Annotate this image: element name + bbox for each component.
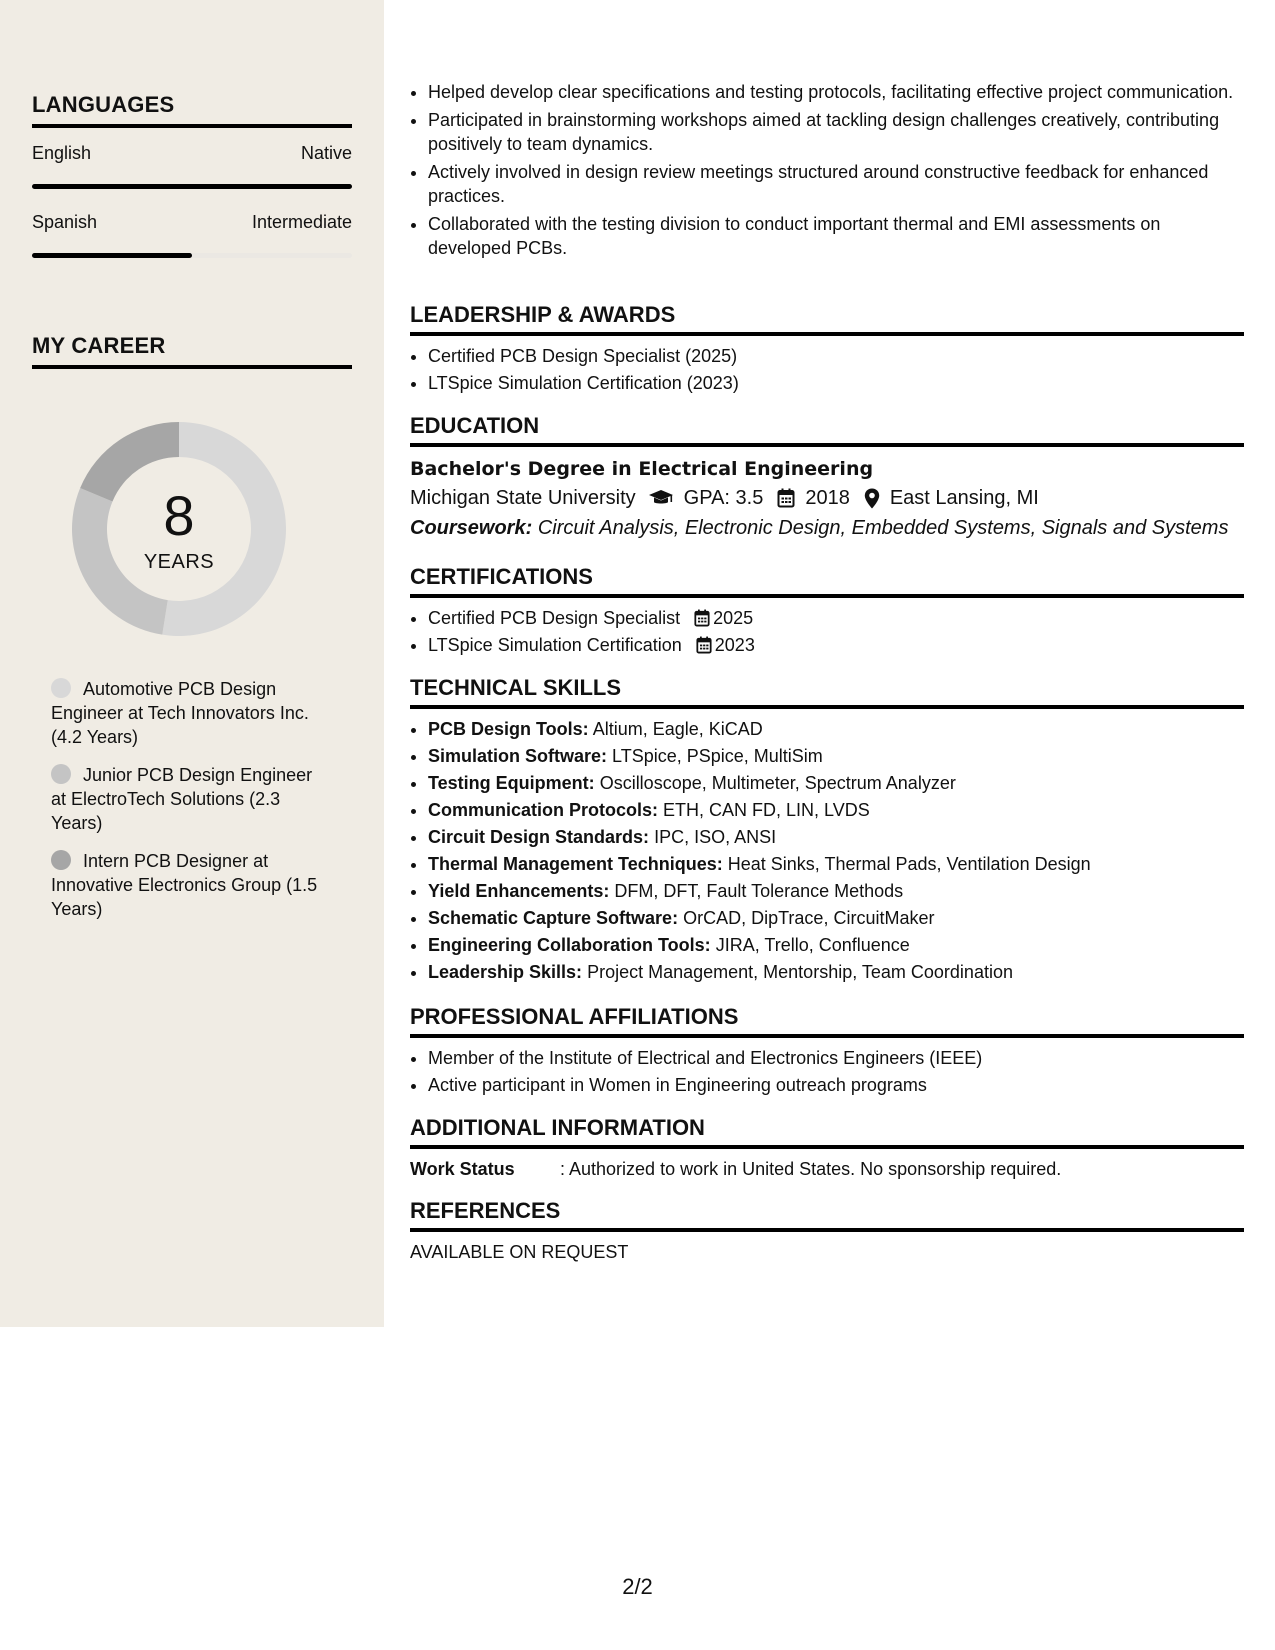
technical-skills-section (410, 675, 1244, 987)
skill-label: PCB Design Tools: (428, 719, 589, 739)
additional-info-section (410, 1115, 1244, 1181)
skill-value: Project Management, Mentorship, Team Coordination (587, 962, 1013, 982)
affiliations-section (410, 1004, 1244, 1097)
language-level: Native (300, 143, 352, 163)
section-heading: PROFESSIONAL AFFILIATIONS (410, 1004, 1244, 1038)
list-item (428, 633, 1244, 657)
skill-item (428, 960, 1244, 984)
cert-year: 2025 (713, 608, 754, 628)
section-heading: LEADERSHIP & AWARDS (410, 302, 1244, 336)
sidebar (0, 0, 384, 1327)
career-legend (51, 677, 331, 935)
graduation-year: 2018 (805, 487, 850, 509)
list-item (428, 606, 1244, 630)
career-years-label: YEARS (143, 551, 215, 573)
list-item: • Collaborated with the testing division to conduct important thermal and EMI assessments on developed PCBs. (428, 212, 1244, 260)
section-heading: CERTIFICATIONS (410, 564, 1244, 598)
language-name: Spanish (32, 212, 98, 232)
skill-label: Testing Equipment: (428, 773, 595, 793)
language-row-english (32, 143, 352, 164)
list-item: • Participated in brainstorming workshops aimed at tackling design challenges creatively, contributing positively to team dynamics. (428, 108, 1244, 156)
calendar-icon (777, 488, 795, 508)
calendar-icon (696, 636, 712, 654)
career-legend-item (51, 763, 331, 835)
skill-value: IPC, ISO, ANSI (654, 827, 777, 847)
section-heading: TECHNICAL SKILLS (410, 675, 1244, 709)
career-total-years: 8 (163, 484, 195, 547)
list-item: • LTSpice Simulation Certification (2023) (428, 371, 1244, 395)
skill-value: JIRA, Trello, Confluence (715, 935, 910, 955)
coursework-list: Circuit Analysis, Electronic Design, Embedded Systems, Signals and Systems (537, 517, 1229, 539)
skill-value: LTSpice, PSpice, MultiSim (612, 746, 823, 766)
skill-label: Communication Protocols: (428, 800, 659, 820)
school-name: Michigan State University (410, 487, 636, 509)
coursework (410, 513, 1244, 543)
career-legend-item (51, 677, 331, 749)
work-status-label: Work Status (410, 1159, 515, 1179)
skill-value: Heat Sinks, Thermal Pads, Ventilation Design (727, 854, 1091, 874)
career-legend-item (51, 849, 331, 921)
skill-label: Schematic Capture Software: (428, 908, 679, 928)
cert-name: LTSpice Simulation Certification (428, 635, 682, 655)
list-item: • Member of the Institute of Electrical and Electronics Engineers (IEEE) (428, 1046, 1244, 1070)
career-heading: MY CAREER (32, 333, 352, 369)
career-item-label: Intern PCB Designer at Innovative Electronics Group (1.5 Years) (51, 851, 318, 919)
certifications-section (410, 564, 1244, 657)
skill-value: DFM, DFT, Fault Tolerance Methods (614, 881, 904, 901)
cert-date (680, 608, 753, 628)
skill-item (428, 798, 1244, 822)
language-bar-fill (32, 184, 352, 189)
experience-bullets (410, 80, 1244, 260)
legend-dot (51, 678, 71, 698)
gpa: GPA: 3.5 (683, 487, 764, 509)
career-item-label: Automotive PCB Design Engineer at Tech Innovators Inc. (4.2 Years) (51, 679, 309, 747)
skill-item (428, 879, 1244, 903)
skill-label: Simulation Software: (428, 746, 608, 766)
skill-value: ETH, CAN FD, LIN, LVDS (663, 800, 870, 820)
school-location: East Lansing, MI (889, 487, 1039, 509)
list-item: • Actively involved in design review meetings structured around constructive feedback for enhanced practices. (428, 160, 1244, 208)
language-name: English (32, 143, 92, 163)
leadership-section (410, 302, 1244, 395)
skill-item (428, 744, 1244, 768)
skill-label: Engineering Collaboration Tools: (428, 935, 711, 955)
map-pin-icon (864, 488, 880, 509)
language-level: Intermediate (251, 212, 352, 232)
section-heading: REFERENCES (410, 1198, 1244, 1232)
skill-item (428, 933, 1244, 957)
legend-dot (51, 764, 71, 784)
career-item-label: Junior PCB Design Engineer at ElectroTech Solutions (2.3 Years) (51, 765, 313, 833)
skill-label: Thermal Management Techniques: (428, 854, 723, 874)
skill-item (428, 852, 1244, 876)
legend-dot (51, 850, 71, 870)
cert-year: 2023 (714, 635, 755, 655)
languages-heading: LANGUAGES (32, 92, 352, 128)
skill-item (428, 771, 1244, 795)
skill-label: Yield Enhancements: (428, 881, 610, 901)
work-status-row (410, 1157, 1244, 1181)
skill-item (428, 906, 1244, 930)
skill-item (428, 717, 1244, 741)
cert-date (682, 635, 755, 655)
skill-value: Altium, Eagle, KiCAD (592, 719, 763, 739)
coursework-label: Coursework: (410, 517, 533, 539)
language-row-spanish (32, 212, 352, 233)
education-section (410, 413, 1244, 543)
language-bar-fill (32, 253, 192, 258)
references-section (410, 1198, 1244, 1264)
page-number: 2/2 (622, 1574, 653, 1599)
calendar-icon (694, 609, 710, 627)
skill-item (428, 825, 1244, 849)
skill-label: Circuit Design Standards: (428, 827, 650, 847)
skill-value: Oscilloscope, Multimeter, Spectrum Analyzer (599, 773, 956, 793)
section-heading: ADDITIONAL INFORMATION (410, 1115, 1244, 1149)
list-item: • Helped develop clear specifications and testing protocols, facilitating effective project communication. (428, 80, 1244, 104)
language-bar-spanish (32, 253, 352, 258)
section-heading: EDUCATION (410, 413, 1244, 447)
skill-label: Leadership Skills: (428, 962, 583, 982)
education-meta (410, 483, 1244, 513)
skills-list (410, 717, 1244, 984)
language-bar-english (32, 184, 352, 189)
work-status-value: : Authorized to work in United States. No sponsorship required. (560, 1159, 1062, 1179)
graduation-cap-icon (648, 489, 674, 507)
list-item: • Active participant in Women in Engineering outreach programs (428, 1073, 1244, 1097)
career-donut-chart (66, 416, 292, 642)
skill-value: OrCAD, DipTrace, CircuitMaker (683, 908, 935, 928)
references-text: AVAILABLE ON REQUEST (410, 1242, 629, 1262)
cert-name: Certified PCB Design Specialist (428, 608, 681, 628)
list-item: • Certified PCB Design Specialist (2025) (428, 344, 1244, 368)
degree-title: Bachelor's Degree in Electrical Engineering (410, 458, 874, 480)
